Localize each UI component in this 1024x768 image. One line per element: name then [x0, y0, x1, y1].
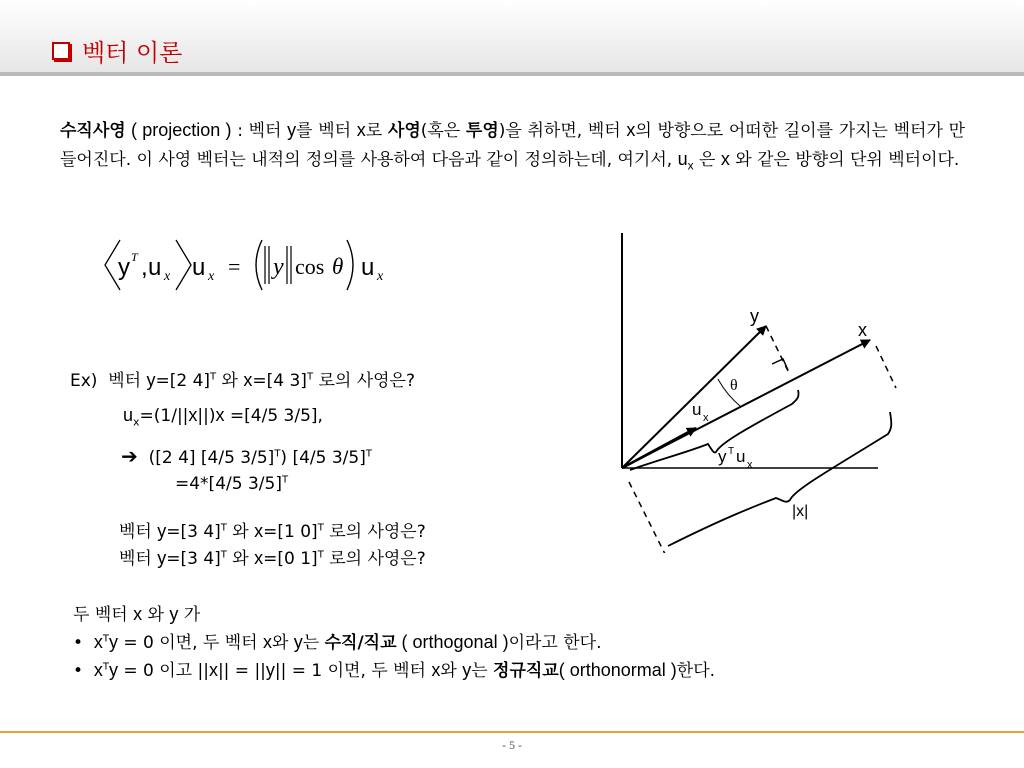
q3-a: 벡터: [119, 549, 158, 569]
example-line-3: [121, 444, 372, 468]
term-orthogonal-en: ( orthogonal ): [396, 632, 509, 652]
q2-c: 와: [226, 522, 255, 542]
b1-d: 이라고 한다.: [508, 633, 602, 653]
q3-b: =[3 4]: [166, 549, 221, 569]
ex-T2: T: [306, 371, 314, 383]
question-3: [119, 544, 426, 569]
example-line-1: [70, 366, 415, 391]
right-angle-icon: [772, 359, 788, 370]
q2-b: =[3 4]: [166, 522, 221, 542]
intro-text-4: (혹은: [420, 121, 466, 141]
label-yTu-T: T: [728, 446, 735, 457]
formula-cos: cos: [295, 254, 325, 279]
question-2: [119, 517, 426, 542]
example-line-2: [123, 405, 323, 428]
b2-y2: y: [265, 660, 275, 680]
label-y: y: [750, 306, 759, 326]
intro-text-2: 를 벡터: [296, 121, 357, 141]
formula-theta: θ: [332, 254, 344, 279]
orth-h-y: y: [169, 604, 179, 624]
b1-T: T: [102, 633, 109, 645]
right-arrow-icon: ➔: [121, 444, 138, 468]
b2-b: || = ||: [217, 661, 266, 681]
formula-y: y: [118, 254, 130, 281]
formula-x2: x: [208, 269, 215, 284]
unit-vector-arrow: [622, 428, 696, 468]
term-orthonormal-en: ( orthonormal ): [558, 660, 677, 680]
label-theta: θ: [730, 377, 738, 394]
formula-T: T: [131, 250, 138, 264]
label-yTu-u: u: [736, 447, 746, 466]
ex-calc2: ) [4/5 3/5]: [280, 448, 366, 468]
b2-f: 한다.: [676, 661, 716, 681]
q2-y: y: [157, 521, 167, 541]
term-orthogonal-ko: 수직/직교: [324, 633, 397, 653]
intro-text-6: 의 방향으로 어떠한 길이를 가지는 벡터가 만들어진다. 이 사영 벡터는 내적의 정의를 사용하여 다음과 같이 정의하는데, 여기서,: [60, 121, 965, 170]
ex-ueq3: =[4/5 3/5],: [224, 406, 323, 426]
formula-ynorm: y: [273, 254, 284, 280]
ex-calc2-T: T: [365, 448, 372, 460]
ex-calc1-T: T: [274, 448, 281, 460]
ex-ueq1: =(1/||: [139, 406, 189, 426]
b1-b: 와: [271, 633, 294, 653]
q3-c: 와: [226, 549, 255, 569]
example-line-4: [175, 474, 288, 494]
formula-x3: x: [377, 269, 384, 284]
projection-formula: [100, 234, 400, 296]
ex-T1: T: [210, 371, 217, 383]
orth-h-b: 와: [142, 605, 170, 625]
b1-x: x: [93, 632, 103, 652]
label-yTu-sub: x: [747, 459, 753, 471]
orth-bullet-1: [73, 628, 602, 653]
b2-y: y: [108, 660, 118, 680]
var-u-sub: x: [687, 158, 694, 173]
q3-T2: T: [317, 549, 324, 561]
slide-title: [52, 33, 182, 68]
checkbox-bullet-icon: [52, 42, 70, 60]
intro-text-3: 로: [365, 121, 388, 141]
norm-brace: [668, 412, 891, 546]
b2-x: x: [93, 660, 103, 680]
label-yTu-y: y: [718, 447, 727, 466]
var-y: y: [287, 120, 297, 140]
intro-text-5: )을 취하면, 벡터: [498, 121, 627, 141]
projection-brace: [630, 390, 799, 470]
q3-d: =[0 1]: [263, 549, 318, 569]
formula-x1: x: [164, 269, 171, 284]
orth-h-x: x: [133, 604, 143, 624]
var-x: x: [720, 149, 730, 169]
ex-x: x: [243, 370, 253, 390]
orth-heading: [73, 600, 200, 625]
orth-bullet-2: [73, 656, 715, 681]
norm-dashed-left: [629, 482, 667, 553]
header-divider: [0, 72, 1024, 76]
term-orthonormal-ko: 정규직교: [493, 661, 559, 681]
q3-T1: T: [220, 549, 227, 561]
b2-e: 는: [471, 661, 494, 681]
bullet-icon: •: [73, 661, 84, 681]
orth-h-a: 두 벡터: [73, 605, 134, 625]
b2-T: T: [102, 661, 109, 673]
ex-y: y: [146, 370, 156, 390]
intro-text-8: 와 같은 방향의 단위 벡터이다.: [729, 150, 960, 170]
b2-d: 와: [440, 661, 463, 681]
rparen: [347, 240, 353, 290]
ex-ux2: x: [215, 405, 225, 425]
b1-y2: y: [293, 632, 303, 652]
b2-y3: y: [462, 660, 472, 680]
slide-title-text: 벡터 이론: [82, 39, 183, 67]
q3-x: x: [254, 548, 264, 568]
q2-x: x: [254, 521, 264, 541]
formula-u1: u: [148, 254, 162, 281]
footer-divider: [0, 731, 1024, 733]
b2-a: = 0 이고 ||: [117, 661, 209, 681]
ex-calc3-T: T: [281, 474, 289, 486]
ex-u: u: [123, 405, 134, 425]
label-u-sub: x: [703, 412, 709, 424]
rangle: [176, 240, 191, 290]
q2-T1: T: [220, 522, 227, 534]
formula-equals: =: [228, 254, 241, 279]
ex-ux: x: [188, 405, 198, 425]
b2-x3: x: [431, 660, 441, 680]
formula-comma: ,: [141, 254, 148, 281]
ex-q: 로의 사영은?: [313, 371, 415, 391]
var-u: u: [677, 149, 688, 169]
q2-d: =[1 0]: [263, 522, 318, 542]
ex-yval: =[2 4]: [155, 371, 211, 391]
b2-c: || = 1 이면, 두 벡터: [274, 661, 432, 681]
label-norm-x: |x|: [792, 503, 809, 520]
q3-y: y: [157, 548, 167, 568]
ex-xval: =[4 3]: [252, 371, 307, 391]
b1-c: 는: [302, 633, 325, 653]
ex-ueq2: ||): [197, 406, 216, 426]
formula-u3: u: [361, 254, 375, 281]
norm-dashed-right: [876, 346, 896, 388]
b1-a: = 0 이면, 두 벡터: [117, 633, 263, 653]
formula-u2: u: [192, 254, 206, 281]
bullet-icon: •: [73, 633, 84, 653]
term-projection-en: ( projection ): [125, 120, 232, 140]
ex-u-sub: x: [133, 415, 140, 429]
ex-calc1: ([2 4] [4/5 3/5]: [148, 448, 275, 468]
q2-e: 로의 사영은?: [323, 522, 426, 542]
intro-paragraph: [60, 116, 965, 179]
example-label: Ex): [70, 371, 98, 391]
var-x: x: [626, 120, 636, 140]
q2-a: 벡터: [119, 522, 158, 542]
b1-x2: x: [262, 632, 272, 652]
ex-text: 벡터: [108, 371, 147, 391]
intro-text-7: 은: [693, 150, 721, 170]
q3-e: 로의 사영은?: [323, 549, 426, 569]
term-tuyeong: 투영: [465, 121, 499, 141]
intro-text-1: : 벡터: [231, 121, 288, 141]
b1-y: y: [108, 632, 118, 652]
var-x: x: [356, 120, 366, 140]
label-x: x: [858, 320, 867, 340]
lparen: [256, 240, 262, 290]
ex-calc3: =4*[4/5 3/5]: [175, 474, 282, 494]
q2-T2: T: [317, 522, 324, 534]
orth-h-c: 가: [178, 605, 201, 625]
term-saeong: 사영: [387, 121, 421, 141]
page-number: - 5 -: [502, 738, 522, 752]
projection-diagram: [600, 228, 900, 553]
b2-x2: x: [208, 660, 218, 680]
term-projection-ko: 수직사영: [60, 121, 126, 141]
label-u: u: [692, 400, 702, 419]
ex-and: 와: [216, 371, 244, 391]
